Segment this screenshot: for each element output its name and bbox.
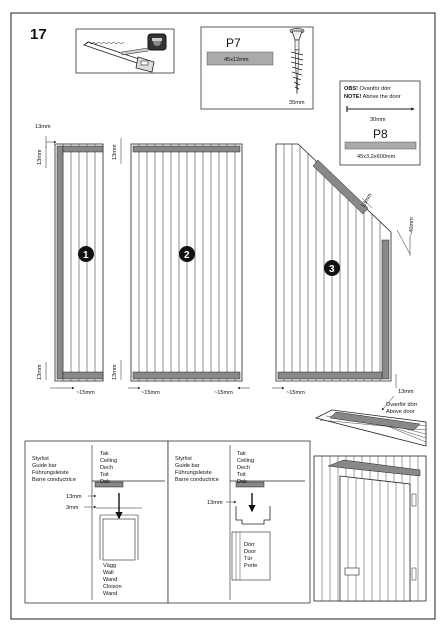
p7-box (201, 27, 313, 109)
hinge-icon (412, 494, 416, 506)
wall-label-2: Wall (103, 570, 114, 576)
door-guide-label-4: Barre conductrice (175, 477, 219, 483)
p7-code: P7 (226, 36, 241, 50)
door-ceiling-label-2: Ceiling (237, 458, 255, 464)
panel-1-top-gap: 13mm (35, 124, 51, 130)
door-top-line2: Above door (386, 409, 415, 415)
door-top-beam (316, 396, 426, 446)
panel-2-edge-right: ~15mm (214, 390, 233, 396)
panel-2 (112, 138, 250, 396)
nail-length: 30mm (370, 117, 386, 123)
p7-size: 45x12mm (224, 57, 249, 63)
door-label-1: Dörr (244, 542, 255, 548)
door-guide-label-2: Guide bar (175, 463, 200, 469)
door-label-3: Tür (244, 556, 253, 562)
p8-note-bold: NOTE! (344, 94, 362, 100)
door-ceiling-label-3: Dech (237, 465, 251, 471)
wall-ceiling-label-4: Toit (100, 472, 109, 478)
p8-obs-rest: Ovanför dörr (357, 86, 391, 92)
p8-note-rest: Above the door (361, 94, 401, 100)
door-gap: 13mm (207, 500, 223, 506)
wall-ceiling-label-5: Dak (100, 479, 110, 485)
detail-wall (25, 441, 168, 603)
wall-ceiling-label-2: Ceiling (100, 458, 118, 464)
panel-3-edge: ~15mm (286, 390, 305, 396)
panel-3-slope-gap: 13mm (360, 192, 374, 209)
panel-2-bottom-gap: 13mm (112, 364, 118, 380)
panel-3 (272, 144, 415, 396)
p8-size: 45x3.2x600mm (357, 154, 396, 160)
screw-length: 35mm (289, 100, 305, 106)
door-ceiling-label-4: Toit (237, 472, 246, 478)
wall-guide-label-4: Barre conductrice (32, 477, 76, 483)
panel-3-bottom-gap: 13mm (398, 389, 414, 395)
wall-gap-1: 13mm (66, 494, 82, 500)
panel-3-guide-right (382, 240, 389, 379)
svg-text:NOTE! Above the door (344, 94, 401, 100)
panel-2-number: 2 (184, 250, 190, 261)
panel-1-number: 1 (83, 250, 89, 261)
panel-1-guide-top (63, 146, 103, 152)
door-handle-icon (345, 568, 359, 575)
detail-door (168, 441, 310, 603)
panel-1-edge: ~15mm (76, 390, 95, 396)
p8-code: P8 (373, 127, 388, 141)
door-label-2: Door (244, 549, 257, 555)
panel-1-bottom-gap: 13mm (37, 364, 43, 380)
door-ceiling-label-5: Dak (237, 479, 247, 485)
panel-2-guide-bottom (133, 372, 240, 379)
panel-2-guide-top (133, 146, 240, 152)
door-ceiling-label-1: Tak (237, 451, 246, 457)
step-number: 17 (30, 26, 47, 43)
tools-box (76, 29, 174, 73)
p8-box (340, 81, 420, 165)
panel-3-height-gap: ~40mm (409, 217, 415, 236)
wall-ceiling-label-3: Dech (100, 465, 114, 471)
wall-label-4: Cloison (103, 584, 122, 590)
wall-guide-label-2: Guide bar (32, 463, 57, 469)
panel-1-guide-bottom (63, 372, 103, 379)
wall-label-5: Wand (103, 591, 118, 597)
p8-strip (345, 142, 416, 149)
wall-label-1: Vägg (103, 563, 117, 569)
panel-3-number: 3 (329, 264, 335, 275)
svg-text:OBS! Ovanför dörr (344, 86, 391, 92)
door-guide-label-3: Führungsleiste (175, 470, 212, 476)
door-top-line1: Ovanför dörr (386, 402, 418, 408)
panel-2-edge-left: ~15mm (141, 390, 160, 396)
panel-2-top-gap: 13mm (112, 144, 118, 160)
door-illustration (314, 456, 426, 601)
panel-1-side-gap: 13mm (37, 149, 43, 165)
wall-label-3: Wand (103, 577, 118, 583)
panel-3-guide-bottom (278, 372, 382, 379)
wall-guide-label-3: Führungsleiste (32, 470, 69, 476)
hinge-icon (412, 568, 416, 580)
wall-ceiling-label-1: Tak (100, 451, 109, 457)
wall-guide-label-1: Styrlist (32, 456, 49, 462)
wall-gap-2: 3mm (66, 505, 79, 511)
p8-obs-bold: OBS! (344, 86, 358, 92)
door-guide-label-1: Styrlist (175, 456, 192, 462)
panel-1 (35, 124, 103, 396)
door-label-4: Porte (244, 563, 258, 569)
panel-1-guide-left (57, 146, 63, 379)
